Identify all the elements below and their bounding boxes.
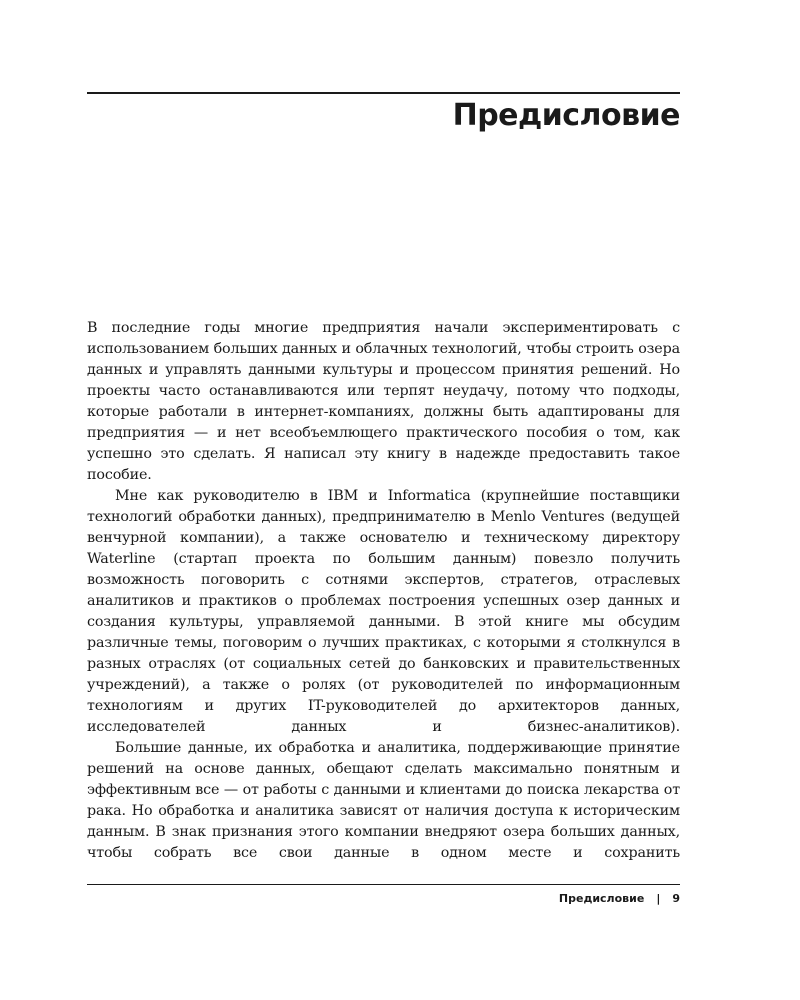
paragraph-3: Большие данные, их обработка и аналитика, поддерживающие принятие решений на основе данных, обещают сделать максимально понятным и эффективным все — от работы с данными и клиентами до поиска лекарства от рака. Но обработка и аналитика зависят от наличия доступа к историческим данным. В знак признания этого компании внедряют озера больших данных, чтобы собрать все свои данные в одном месте и сохранить (87, 740, 680, 861)
paragraph-2: Мне как руководителю в IBM и Informatica (крупнейшие поставщики технологий обработки данных), предпринимателю в Menlo Ventures (ведущей венчурной компании), а также основателю и техническому директору Waterline (стартап проекта по большим данным) повезло получить возможность поговорить с сотнями экспертов, стратегов, отраслевых аналитиков и практиков о проблемах построения успешных озер данных и создания культуры, управляемой данными. В этой книге мы обсудим различные темы, поговорим о лучших практиках, с которыми я столкнулся в разных отраслях (от социальных сетей до банковских и правительственных учреждений), а также о ролях (от руководителей по информационным технологиям и других IT-руководителей до архитекторов данных, исследователей данных и бизнес-аналитиков). (87, 488, 680, 735)
body-text (87, 318, 680, 864)
footer-rule (87, 884, 680, 885)
header-rule (87, 92, 680, 94)
page-footer (559, 891, 680, 907)
chapter-title: Предисловие (452, 98, 680, 133)
running-title: Предисловие (558, 892, 645, 905)
footer-separator: | (656, 892, 661, 905)
paragraph-1: В последние годы многие предприятия начали экспериментировать с использованием больших данных и облачных технологий, чтобы строить озера данных и управлять данными культуры и процессом принятия решений. Но проекты часто останавливаются или терпят неудачу, потому что подходы, которые работали в интернет-компаниях, должны быть адаптированы для предприятия — и нет всеобъемлющего практического пособия о том, как успешно это сделать. Я написал эту книгу в надежде предоставить такое пособие. (87, 320, 680, 483)
page-number: 9 (672, 892, 680, 905)
